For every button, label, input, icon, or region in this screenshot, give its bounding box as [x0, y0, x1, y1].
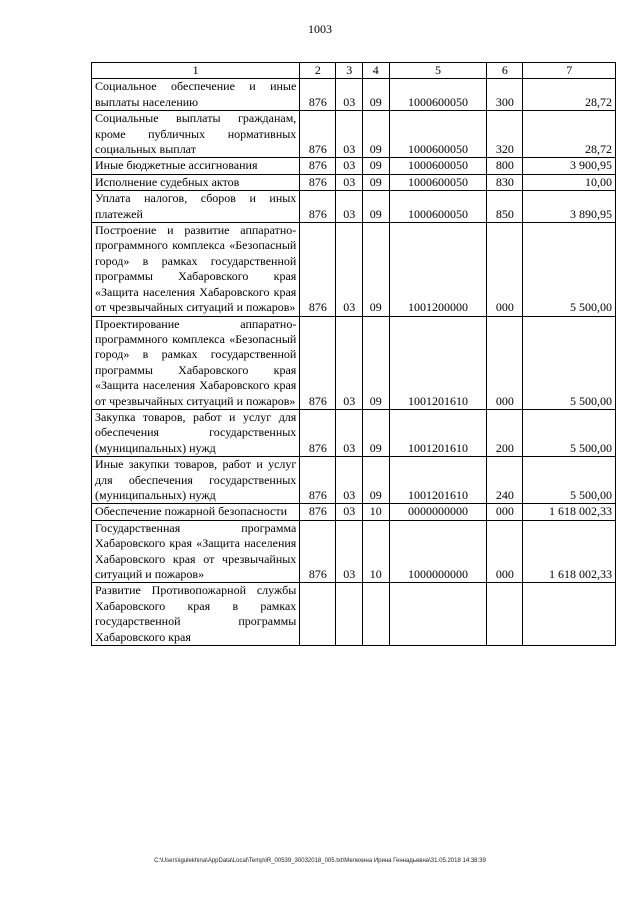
- col6-cell: 000: [487, 520, 523, 583]
- amount-cell: 1 618 002,33: [523, 520, 616, 583]
- header-cell: 1: [92, 63, 300, 79]
- col6-cell: 000: [487, 504, 523, 520]
- col6-cell: 200: [487, 409, 523, 456]
- col4-cell: 09: [363, 79, 390, 111]
- col2-cell: 876: [300, 174, 336, 190]
- row-name-cell: Государственная программа Хабаровского края «Защита населения Хабаровского края от чрезвычайных ситуаций и пожаров»: [92, 520, 300, 583]
- amount-cell: 3 900,95: [523, 158, 616, 174]
- col5-cell: 1000000000: [389, 520, 487, 583]
- amount-cell: 5 500,00: [523, 409, 616, 456]
- row-name-cell: Социальное обеспечение и иные выплаты населению: [92, 79, 300, 111]
- col4-cell: 09: [363, 158, 390, 174]
- col5-cell: [389, 583, 487, 646]
- table-row: [92, 111, 616, 158]
- col6-cell: 800: [487, 158, 523, 174]
- amount-cell: 28,72: [523, 79, 616, 111]
- header-cell: 2: [300, 63, 336, 79]
- col4-cell: 09: [363, 111, 390, 158]
- page-number: 1003: [308, 22, 332, 36]
- col2-cell: 876: [300, 158, 336, 174]
- col3-cell: 03: [336, 457, 363, 504]
- table-row: [92, 504, 616, 520]
- col4-cell: 09: [363, 457, 390, 504]
- table-row: [92, 409, 616, 456]
- budget-table: [91, 62, 616, 646]
- col3-cell: 03: [336, 111, 363, 158]
- col6-cell: 000: [487, 223, 523, 316]
- col3-cell: 03: [336, 158, 363, 174]
- col2-cell: 876: [300, 223, 336, 316]
- amount-cell: 28,72: [523, 111, 616, 158]
- col5-cell: 1001200000: [389, 223, 487, 316]
- row-name-cell: Социальные выплаты гражданам, кроме публичных нормативных социальных выплат: [92, 111, 300, 158]
- row-name-cell: Иные закупки товаров, работ и услуг для обеспечения государственных (муниципальных) нужд: [92, 457, 300, 504]
- col6-cell: 830: [487, 174, 523, 190]
- col4-cell: 10: [363, 520, 390, 583]
- table-row: [92, 191, 616, 223]
- col6-cell: [487, 583, 523, 646]
- col2-cell: 876: [300, 79, 336, 111]
- file-path-footer: C:\Users\igulekhina\AppData\Local\Temp\IR_00539_30032018_005.txt\Мелехина Ирина Геннадьевна\31.05.2018 14:38:39: [154, 858, 486, 864]
- col5-cell: 1000600050: [389, 191, 487, 223]
- col3-cell: 03: [336, 79, 363, 111]
- amount-cell: 5 500,00: [523, 457, 616, 504]
- table-row: [92, 174, 616, 190]
- col3-cell: 03: [336, 174, 363, 190]
- table-row: [92, 520, 616, 583]
- col3-cell: 03: [336, 191, 363, 223]
- col5-cell: 0000000000: [389, 504, 487, 520]
- row-name-cell: Закупка товаров, работ и услуг для обеспечения государственных (муниципальных) нужд: [92, 409, 300, 456]
- row-name-cell: Проектирование аппаратно-программного комплекса «Безопасный город» в рамках государственной программы Хабаровского края «Защита населения Хабаровского края от чрезвычайных ситуаций и пожаров»: [92, 316, 300, 409]
- col3-cell: 03: [336, 520, 363, 583]
- amount-cell: 1 618 002,33: [523, 504, 616, 520]
- col6-cell: 320: [487, 111, 523, 158]
- col2-cell: 876: [300, 520, 336, 583]
- col2-cell: [300, 583, 336, 646]
- header-cell: 4: [363, 63, 390, 79]
- col5-cell: 1001201610: [389, 457, 487, 504]
- row-name-cell: Исполнение судебных актов: [92, 174, 300, 190]
- row-name-cell: Построение и развитие аппаратно-программного комплекса «Безопасный город» в рамках государственной программы Хабаровского края «Защита населения Хабаровского края от чрезвычайных ситуаций и пожаров»: [92, 223, 300, 316]
- col3-cell: [336, 583, 363, 646]
- col4-cell: 09: [363, 409, 390, 456]
- row-name-cell: Уплата налогов, сборов и иных платежей: [92, 191, 300, 223]
- col4-cell: 09: [363, 316, 390, 409]
- amount-cell: 5 500,00: [523, 316, 616, 409]
- amount-cell: 5 500,00: [523, 223, 616, 316]
- col5-cell: 1000600050: [389, 79, 487, 111]
- col5-cell: 1001201610: [389, 409, 487, 456]
- col5-cell: 1000600050: [389, 111, 487, 158]
- table-row: [92, 457, 616, 504]
- amount-cell: 3 890,95: [523, 191, 616, 223]
- table-row: [92, 316, 616, 409]
- col5-cell: 1001201610: [389, 316, 487, 409]
- amount-cell: 10,00: [523, 174, 616, 190]
- table-row: [92, 583, 616, 646]
- col4-cell: 09: [363, 191, 390, 223]
- col4-cell: 09: [363, 223, 390, 316]
- col2-cell: 876: [300, 191, 336, 223]
- col3-cell: 03: [336, 223, 363, 316]
- col2-cell: 876: [300, 111, 336, 158]
- col2-cell: 876: [300, 409, 336, 456]
- row-name-cell: Развитие Противопожарной службы Хабаровского края в рамках государственной программы Хабаровского края: [92, 583, 300, 646]
- header-cell: 7: [523, 63, 616, 79]
- header-cell: 5: [389, 63, 487, 79]
- col6-cell: 000: [487, 316, 523, 409]
- table-row: [92, 223, 616, 316]
- col2-cell: 876: [300, 504, 336, 520]
- header-cell: 3: [336, 63, 363, 79]
- table-header-row: [92, 63, 616, 79]
- col3-cell: 03: [336, 316, 363, 409]
- header-cell: 6: [487, 63, 523, 79]
- col2-cell: 876: [300, 316, 336, 409]
- col6-cell: 240: [487, 457, 523, 504]
- table-row: [92, 158, 616, 174]
- row-name-cell: Обеспечение пожарной безопасности: [92, 504, 300, 520]
- col5-cell: 1000600050: [389, 158, 487, 174]
- amount-cell: [523, 583, 616, 646]
- col6-cell: 300: [487, 79, 523, 111]
- col5-cell: 1000600050: [389, 174, 487, 190]
- col4-cell: 10: [363, 504, 390, 520]
- col2-cell: 876: [300, 457, 336, 504]
- col4-cell: [363, 583, 390, 646]
- col3-cell: 03: [336, 409, 363, 456]
- table-row: [92, 79, 616, 111]
- col4-cell: 09: [363, 174, 390, 190]
- row-name-cell: Иные бюджетные ассигнования: [92, 158, 300, 174]
- col6-cell: 850: [487, 191, 523, 223]
- col3-cell: 03: [336, 504, 363, 520]
